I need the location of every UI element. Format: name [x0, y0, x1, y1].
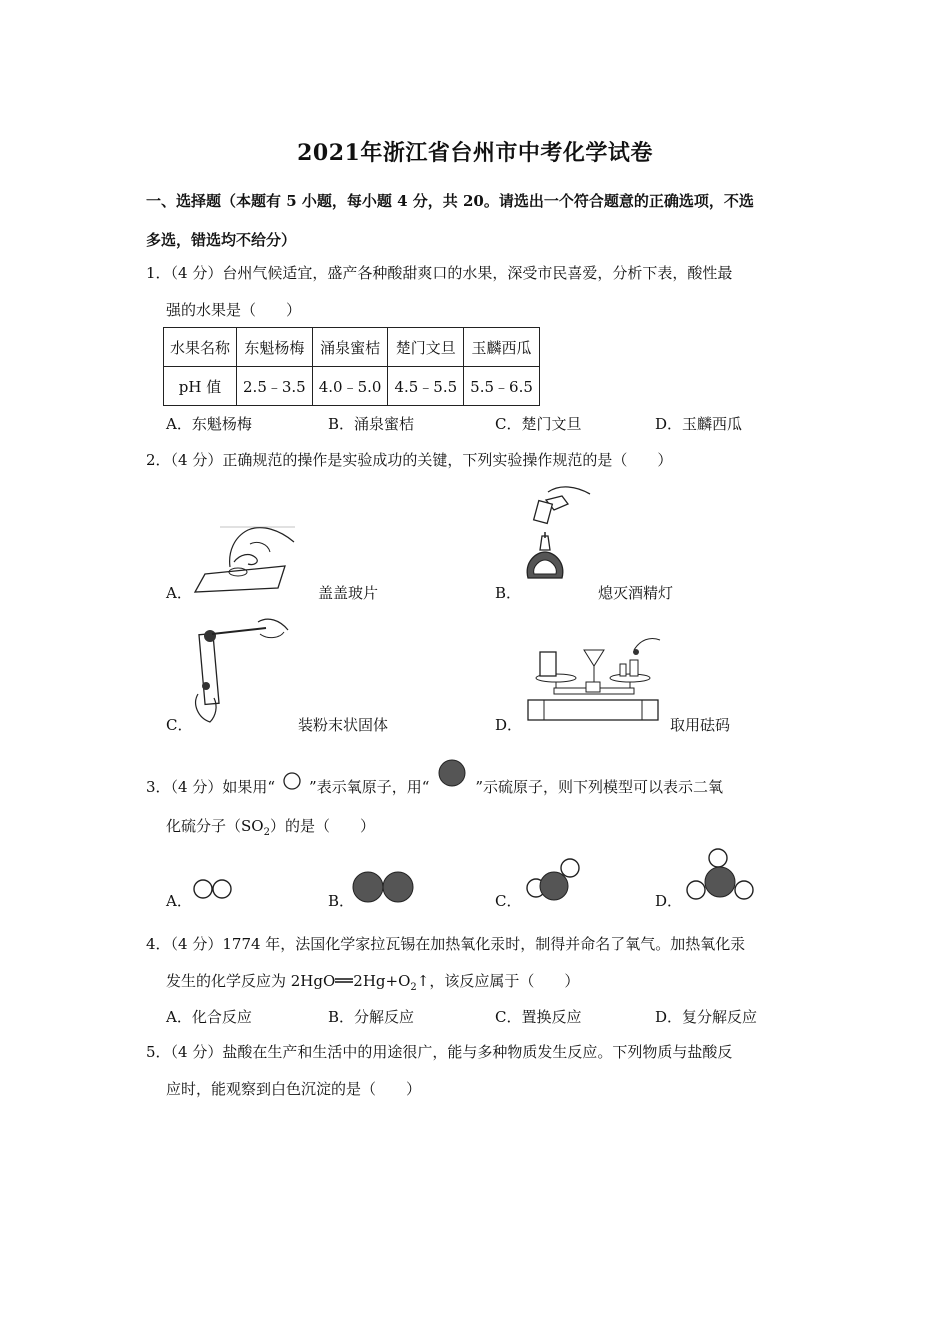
q3-text: ）的是（ ）	[269, 817, 375, 835]
sulfur-atom-icon	[435, 760, 469, 786]
q5-stem-line1: 5．（4 分）盐酸在生产和生活中的用途很广，能与多种物质发生反应。下列物质与盐酸反	[146, 1043, 733, 1061]
q2-option-d-caption: 取用砝码	[670, 716, 731, 734]
q3-option-d[interactable]: D．	[655, 892, 683, 910]
alcohol-lamp-illustration	[518, 480, 598, 600]
q3-stem-line2	[166, 815, 375, 838]
page-title: 2021年浙江省台州市中考化学试卷	[297, 140, 653, 166]
q4-stem-line1: 4．（4 分）1774 年，法国化学家拉瓦锡在加热氧化汞时，制得并命名了氧气。加热氧化汞	[146, 935, 746, 953]
q3-stem-line1	[146, 766, 723, 797]
table-cell: pH 值	[164, 367, 237, 406]
q4-subscript: 2	[410, 982, 417, 993]
q4-option-d[interactable]: D．复分解反应	[655, 1008, 758, 1026]
table-cell: 东魁杨梅	[237, 328, 313, 367]
table-cell: 楚门文旦	[388, 328, 464, 367]
table-cell: 4.0﹣5.0	[312, 367, 388, 406]
table-header-row	[164, 328, 540, 367]
table-cell: 5.5﹣6.5	[464, 367, 540, 406]
q3-subscript: 2	[263, 827, 270, 838]
q4-option-c[interactable]: C．置换反应	[495, 1008, 582, 1026]
q3-text: 化硫分子（SO	[166, 817, 264, 835]
q1-stem-line2: 强的水果是（ ）	[166, 301, 302, 319]
q2-option-b-letter[interactable]: B．	[495, 584, 522, 602]
q3-text: 3．（4 分）如果用“	[146, 778, 276, 796]
q1-option-b[interactable]: B．涌泉蜜桔	[328, 415, 415, 433]
q3-text: ”示硫原子，则下列模型可以表示二氧	[475, 778, 724, 796]
q4-text: 发生的化学反应为 2HgO	[166, 972, 336, 990]
q1-option-a[interactable]: A．东魁杨梅	[166, 415, 252, 433]
model-bent-so2-icon	[522, 856, 584, 906]
q3-option-b[interactable]: B．	[328, 892, 355, 910]
q4-option-b[interactable]: B．分解反应	[328, 1008, 415, 1026]
model-two-oxygen-icon	[192, 876, 238, 902]
q2-option-c-caption: 装粉末状固体	[298, 716, 389, 734]
model-two-sulfur-icon	[352, 870, 422, 904]
oxygen-atom-icon	[281, 773, 303, 789]
q4-text: ↑，该反应属于（ ）	[416, 972, 580, 990]
q3-option-c[interactable]: C．	[495, 892, 522, 910]
q2-stem: 2．（4 分）正确规范的操作是实验成功的关键，下列实验操作规范的是（ ）	[146, 451, 673, 469]
powder-loading-illustration	[188, 614, 298, 732]
q4-stem-line2	[166, 970, 579, 993]
q3-text: ”表示氧原子，用“	[309, 778, 430, 796]
ph-table	[163, 327, 540, 406]
q2-option-b-caption: 熄灭酒精灯	[598, 584, 674, 602]
table-cell: 玉麟西瓜	[464, 328, 540, 367]
balance-illustration	[524, 630, 664, 726]
table-cell: 4.5﹣5.5	[388, 367, 464, 406]
table-row	[164, 367, 540, 406]
section-heading-line1: 一、选择题（本题有 5 小题，每小题 4 分，共 20。请选出一个符合题意的正确选项，不选	[146, 192, 754, 210]
q2-option-d-letter[interactable]: D．	[495, 716, 523, 734]
q2-option-a-caption: 盖盖玻片	[318, 584, 379, 602]
q1-stem-line1: 1．（4 分）台州气候适宜，盛产各种酸甜爽口的水果，深受市民喜爱，分析下表，酸性最	[146, 264, 733, 282]
q5-stem-line2: 应时，能观察到白色沉淀的是（ ）	[166, 1080, 422, 1098]
q4-option-a[interactable]: A．化合反应	[166, 1008, 252, 1026]
table-cell: 涌泉蜜桔	[312, 328, 388, 367]
q4-text: 2Hg+O	[353, 972, 411, 990]
model-so3-icon	[684, 846, 758, 906]
q2-option-c-letter[interactable]: C．	[166, 716, 193, 734]
cover-slip-illustration	[190, 522, 310, 597]
table-cell: 水果名称	[164, 328, 237, 367]
equation-arrow-icon	[335, 977, 353, 983]
q2-option-a-letter[interactable]: A．	[166, 584, 192, 602]
q1-option-c[interactable]: C．楚门文旦	[495, 415, 582, 433]
table-cell: 2.5﹣3.5	[237, 367, 313, 406]
section-heading-line2: 多选，错选均不给分）	[146, 231, 297, 249]
q1-option-d[interactable]: D．玉麟西瓜	[655, 415, 743, 433]
q3-option-a[interactable]: A．	[166, 892, 192, 910]
